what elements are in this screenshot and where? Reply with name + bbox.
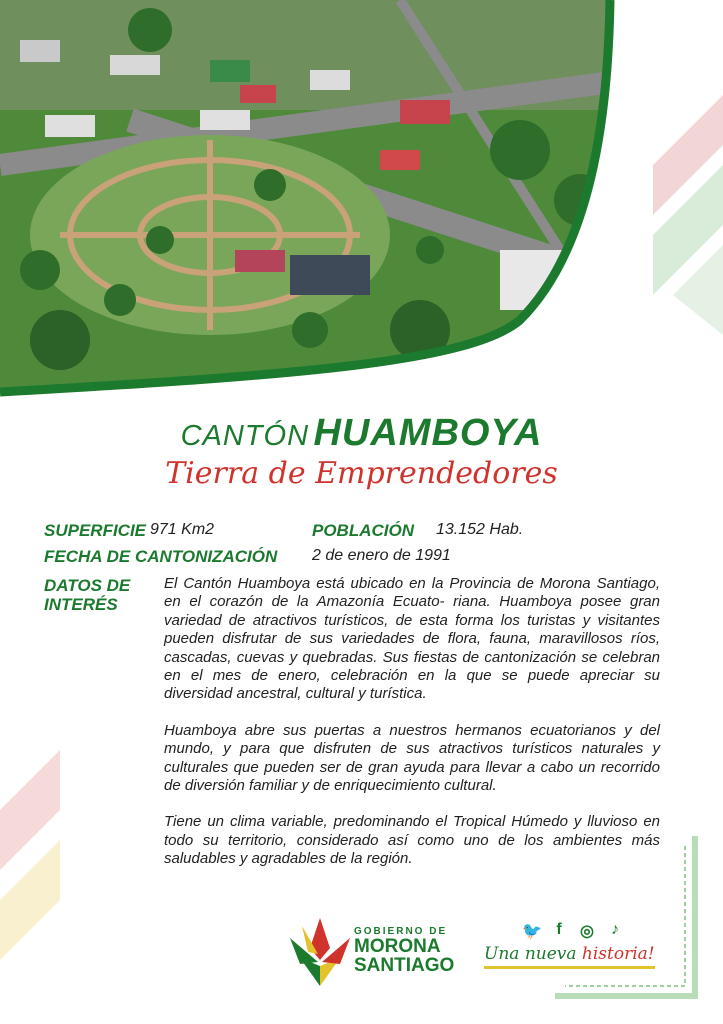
- slogan-part1: Una nueva: [484, 944, 582, 964]
- fecha-label: FECHA DE CANTONIZACIÓN: [44, 547, 278, 566]
- slogan-part2: historia!: [581, 944, 655, 964]
- poblacion-value: 13.152 Hab.: [436, 521, 524, 538]
- poblacion-label: POBLACIÓN: [312, 521, 414, 540]
- gob-line2: MORONA: [354, 936, 441, 957]
- slogan: [484, 944, 655, 969]
- datos-label-line1: DATOS DE: [44, 576, 131, 595]
- gob-line3: SANTIAGO: [354, 955, 455, 976]
- paragraph-3: Tiene un clima variable, predominando el Tropical Húmedo y lluvioso en todo su territorio, considerado así como uno de los ambientes más saludables y agradables de la región.: [164, 813, 660, 868]
- twitter-icon[interactable]: 🐦: [522, 923, 542, 940]
- page-title: [0, 412, 723, 455]
- decorative-stripes-left: [0, 750, 60, 990]
- social-icons: [522, 921, 624, 941]
- datos-label: [44, 576, 130, 614]
- datos-label-line2: INTERÉS: [44, 595, 118, 614]
- canton-prefix: CANTÓN: [180, 420, 310, 452]
- gobierno-wordmark: [354, 927, 454, 975]
- tiktok-icon[interactable]: ♪: [611, 921, 619, 938]
- facebook-icon[interactable]: f: [556, 921, 562, 938]
- tagline: Tierra de Emprendedores: [165, 456, 558, 491]
- hero-aerial-photo: [0, 0, 723, 420]
- instagram-icon[interactable]: ◎: [580, 923, 594, 940]
- body-text: [164, 575, 660, 887]
- superficie-label: SUPERFICIE: [44, 521, 147, 540]
- fecha-value: 2 de enero de 1991: [312, 547, 451, 564]
- decorative-stripes-right: [653, 95, 723, 335]
- paragraph-1: El Cantón Huamboya está ubicado en la Provincia de Morona Santiago, en el corazón de la Amazonía Ecuato- riana. Huamboya posee gran variedad de atractivos turísticos, de esta forma los turistas y visitantes pueden disfrutar de sus variedades de flora, fauna, maravillosos ríos, cascadas, cuevas y quebradas. Sus fiestas de cantonización se celebran en el mes de enero, celebración en la que se puede apreciar su diversidad ancestral, cultural y turística.: [164, 575, 660, 703]
- gob-line1: GOBIERNO DE: [354, 926, 448, 937]
- superficie-value: 971 Km2: [150, 521, 215, 538]
- paragraph-2: Huamboya abre sus puertas a nuestros hermanos ecuatorianos y del mundo, y para que disfruten de sus atractivos turísticos naturales y culturales que pueden ser de gran ayuda para llevar a cabo un recorrido de diversión familiar y de enriquecimiento cultural.: [164, 721, 660, 795]
- gobierno-logo-icon: [290, 918, 350, 986]
- canton-name: HUAMBOYA: [313, 412, 543, 454]
